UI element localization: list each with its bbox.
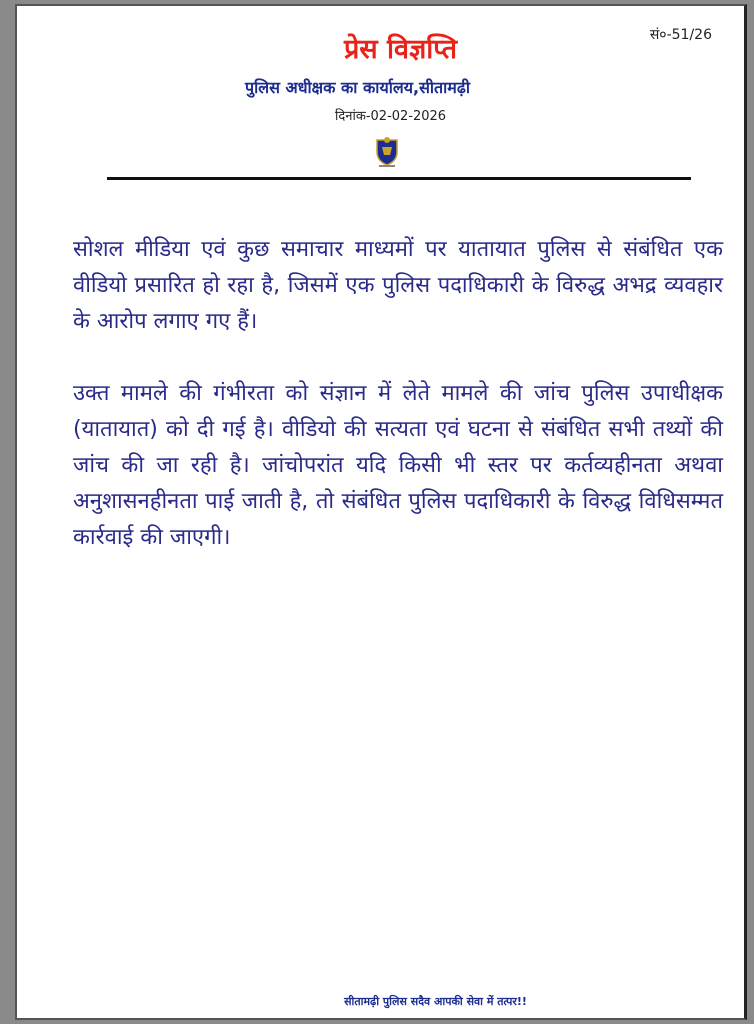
press-release-title: प्रेस विज्ञप्ति (343, 34, 458, 65)
reference-number: सं०-51/26 (649, 27, 712, 43)
footer-text: सीतामढ़ी पुलिस सदैव आपकी सेवा में तत्पर!! (344, 995, 527, 1008)
header-divider (107, 177, 691, 180)
paragraph-2: उक्त मामले की गंभीरता को संज्ञान में लेते मामले की जांच पुलिस उपाधीक्षक (यातायात) को दी गई है। वीडियो की सत्यता एवं घटना से संबंधित सभी तथ्यों की जांच की जा रही है। जांचोपरांत यदि किसी भी स्तर पर कर्तव्यहीनता अथवा अनुशासनहीनता पाई जाती है, तो संबंधित पुलिस पदाधिकारी के विरुद्ध विधिसम्मत कार्रवाई की जाएगी। (73, 381, 723, 550)
release-date: दिनांक-02-02-2026 (335, 109, 447, 124)
header (17, 34, 744, 66)
bihar-police-emblem-icon (373, 134, 401, 168)
press-release-page (15, 4, 747, 1020)
office-name: पुलिस अधीक्षक का कार्यालय,सीतामढ़ी (245, 78, 471, 97)
paragraph-1: सोशल मीडिया एवं कुछ समाचार माध्यमों पर यातायात पुलिस से संबंधित एक वीडियो प्रसारित हो रहा है, जिसमें एक पुलिस पदाधिकारी के विरुद्ध अभद्र व्यवहार के आरोप लगाए गए हैं। (73, 237, 723, 334)
footer-slogan (17, 994, 744, 1009)
release-body (73, 232, 723, 556)
